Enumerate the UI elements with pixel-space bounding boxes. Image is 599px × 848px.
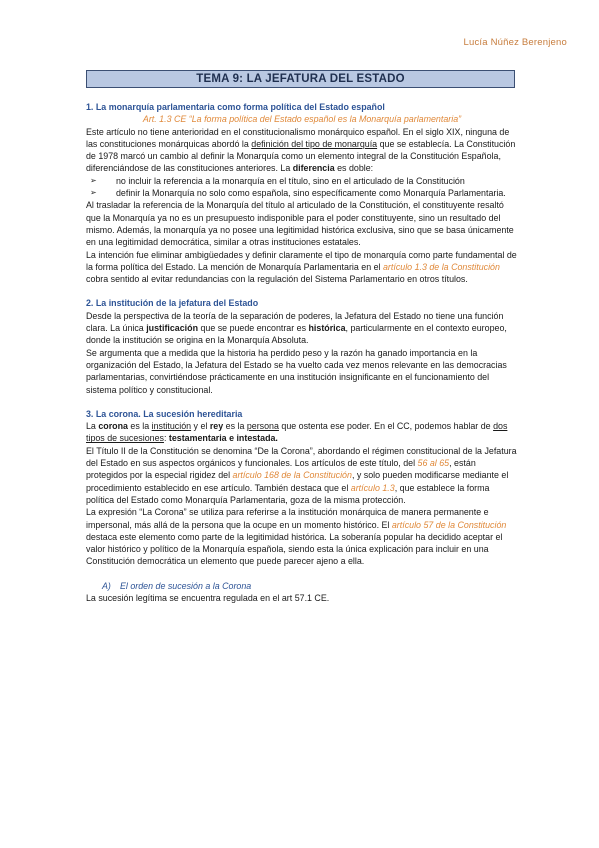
section-3-paragraph-4: La sucesión legítima se encuentra regulada en el art 57.1 CE. bbox=[86, 592, 330, 603]
bold-term: diferencia bbox=[292, 163, 335, 174]
arrow-bullet-icon: ➢ bbox=[90, 175, 97, 185]
section-3-heading: 3. La corona. La sucesión hereditaria bbox=[86, 408, 243, 419]
section-3-paragraph-2: El Título II de la Constitución se denomina “De la Corona”, abordando el régimen constitucional de la Jefatura del Estado en sus aspectos orgánicos y funcionales. Los artículos de este título, del 56 al 65, están protegidos por la especial rigidez del artículo 168 de la Constitución, y solo pueden modificarse mediante el procedimiento establecido en ese artículo. También destaca que el artículo 1.3, que establece la forma política del Estado como Monarquía Parlamentaria, goza de la misma protección. bbox=[86, 445, 517, 505]
article-reference: artículo 1.3 de la Constitución bbox=[383, 261, 500, 272]
bold-term: histórica bbox=[308, 323, 346, 334]
page-title: TEMA 9: LA JEFATURA DEL ESTADO bbox=[86, 70, 515, 88]
bold-term: testamentaria e intestada. bbox=[168, 433, 278, 444]
section-1-paragraph-2: Al trasladar la referencia de la Monarquía del título al articulado de la Constitución, el constituyente resaltó que la Monarquía ya no es un presupuesto indisponible para el poder constituyente, sino un resultado del mismo. Además, la monarquía ya no posee una legitimidad histórica exclusiva, sino que se basa únicamente en una legitimidad democrática, similar a otras instituciones estatales. bbox=[86, 200, 514, 248]
article-quote: Art. 1.3 CE “La forma política del Estado español es la Monarquía parlamentaria” bbox=[142, 114, 462, 125]
arrow-bullet-icon: ➢ bbox=[90, 188, 97, 198]
section-2-paragraph-2: Se argumenta que a medida que la historia ha perdido peso y la razón ha ganado importancia en la organización del Estado, la Jefatura del Estado se ha vuelto cada vez menos relevante en las democracias parlamentarias, convirtiéndose prácticamente en una institución insignificante en el funcionamiento del sistema político y constitucional. bbox=[86, 347, 507, 395]
section-1-paragraph-1: Este artículo no tiene anterioridad en el constitucionalismo monárquico español. En el siglo XIX, ninguna de las constituciones monárquicas abordó la definición del tipo de monarquía que se establecía. La Constitución de 1978 marcó un cambio al definir la Monarquía como un elemento integral de la Constitución Española, diferenciándose de las constituciones anteriores. La diferencia es doble: bbox=[86, 126, 516, 174]
article-reference: artículo 168 de la Constitución bbox=[232, 470, 352, 481]
subsection-heading: A) El orden de sucesión a la Corona bbox=[102, 580, 252, 591]
underlined-term: definición del tipo de monarquía bbox=[251, 138, 378, 149]
underlined-term: dos tipos de sucesiones bbox=[86, 421, 508, 444]
document-body bbox=[86, 101, 518, 604]
bold-term: rey bbox=[209, 421, 224, 432]
section-2-paragraph-1: Desde la perspectiva de la teoría de la separación de poderes, la Jefatura del Estado no tiene una función clara. La única justificación que se puede encontrar es histórica, particularmente en el contexto europeo, donde la institución se origina en la Monarquía Absoluta. bbox=[86, 310, 507, 346]
underlined-term: persona bbox=[246, 421, 279, 432]
underlined-term: institución bbox=[151, 421, 192, 432]
section-1-paragraph-3: La intención fue eliminar ambigüedades y definir claramente el tipo de monarquía como parte fundamental de la forma política del Estado. La mención de Monarquía Parlamentaria en el artículo 1.3 de la Constitución cobra sentido al evitar redundancias con la regulación del Sistema Parlamentario en otros títulos. bbox=[86, 249, 517, 285]
list-item: ➢ definir la Monarquía no solo como española, sino específicamente como Monarquía Parlamentaria. bbox=[86, 187, 518, 199]
bold-term: justificación bbox=[146, 323, 198, 334]
section-3-paragraph-3: La expresión “La Corona” se utiliza para referirse a la institución monárquica de manera permanente e impersonal, más allá de la persona que la ocupe en un momento histórico. El artículo 57 de la Constitución destaca este elemento como parte de la legitimidad histórica. La soberanía popular ha decidido aceptar el valor histórico y político de la Monarquía española, siendo esta la única explicación para incluir en una Constitución democrática un elemento que puede parecer ajeno a ella. bbox=[86, 507, 507, 567]
author-name: Lucía Núñez Berenjeno bbox=[463, 37, 567, 48]
article-reference: artículo 57 de la Constitución bbox=[391, 519, 507, 530]
section-1-heading: 1. La monarquía parlamentaria como forma política del Estado español bbox=[86, 102, 385, 112]
bold-term: corona bbox=[98, 421, 128, 432]
article-reference: 56 al 65 bbox=[417, 458, 450, 469]
section-2-heading: 2. La institución de la jefatura del Estado bbox=[86, 298, 259, 309]
article-reference: artículo 1.3 bbox=[350, 482, 395, 493]
list-item: ➢ no incluir la referencia a la monarquía en el título, sino en el articulado de la Constitución bbox=[86, 175, 518, 187]
section-3-paragraph-1: La corona es la institución y el rey es la persona que ostenta ese poder. En el CC, podemos hablar de dos tipos de sucesiones: testamentaria e intestada. bbox=[86, 421, 508, 444]
